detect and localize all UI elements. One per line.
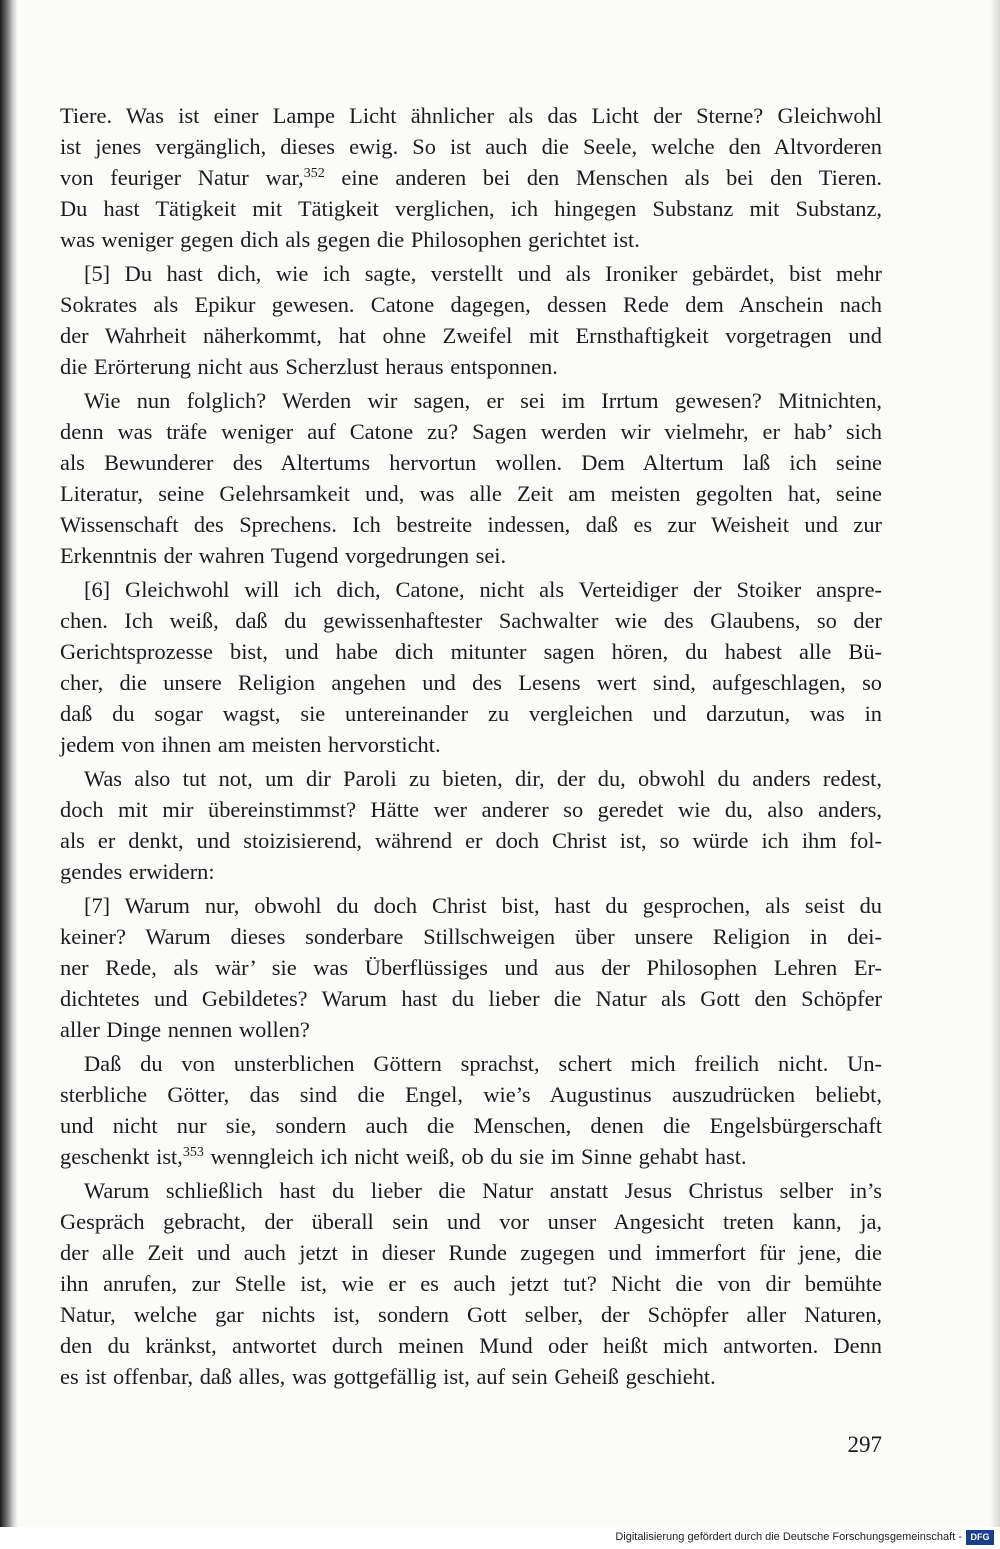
text-line bbox=[60, 856, 882, 887]
text-line bbox=[60, 667, 882, 698]
text-line bbox=[60, 636, 882, 667]
text-segment: als er denkt, und stoizisierend, während er doch Christ ist, so würde ich ihm fol- bbox=[60, 828, 882, 853]
text-line bbox=[60, 1206, 882, 1237]
digitization-footer bbox=[0, 1527, 1000, 1549]
text-segment: geschenkt ist, bbox=[60, 1144, 183, 1169]
text-segment: Gerichtsprozesse bist, und habe dich mitunter sagen hören, du habest alle Bü- bbox=[60, 639, 882, 664]
text-line bbox=[60, 1299, 882, 1330]
text-segment: der Wahrheit näherkommt, hat ohne Zweifel mit Ernsthaftigkeit vorgetragen und bbox=[60, 323, 882, 348]
text-segment: ist jenes vergänglich, dieses ewig. So ist auch die Seele, welche den Altvorderen bbox=[60, 134, 882, 159]
text-line bbox=[60, 447, 882, 478]
text-line bbox=[60, 574, 882, 605]
text-line bbox=[60, 416, 882, 447]
text-line bbox=[60, 351, 882, 382]
text-line bbox=[60, 320, 882, 351]
text-line bbox=[60, 540, 882, 571]
text-line bbox=[60, 193, 882, 224]
text-segment: Was also tut not, um dir Paroli zu bieten, dir, der du, obwohl du anders redest, bbox=[84, 766, 882, 791]
text-segment: Wie nun folglich? Werden wir sagen, er sei im Irrtum gewesen? Mitnichten, bbox=[84, 388, 882, 413]
text-line bbox=[60, 1175, 882, 1206]
text-segment: sterbliche Götter, das sind die Engel, wie’s Augustinus auszudrücken beliebt, bbox=[60, 1082, 882, 1107]
text-line bbox=[60, 952, 882, 983]
paragraph bbox=[60, 100, 882, 255]
text-segment: der alle Zeit und auch jetzt in dieser Runde zugegen und immerfort für jene, die bbox=[60, 1240, 882, 1265]
text-segment: Sokrates als Epikur gewesen. Catone dagegen, dessen Rede dem Anschein nach bbox=[60, 292, 882, 317]
text-segment: als Bewunderer des Altertums hervortun wollen. Dem Altertum laß ich seine bbox=[60, 450, 882, 475]
text-segment: denn was träfe weniger auf Catone zu? Sagen werden wir vielmehr, er hab’ sich bbox=[60, 419, 882, 444]
text-line bbox=[60, 289, 882, 320]
paragraph bbox=[60, 890, 882, 1045]
text-line bbox=[60, 100, 882, 131]
text-line bbox=[60, 1361, 882, 1392]
text-line bbox=[60, 1330, 882, 1361]
text-line bbox=[60, 162, 882, 193]
text-segment: von feuriger Natur war, bbox=[60, 165, 304, 190]
text-segment: Du hast Tätigkeit mit Tätigkeit verglichen, ich hingegen Substanz mit Substanz, bbox=[60, 196, 882, 221]
text-line bbox=[60, 1268, 882, 1299]
paragraph bbox=[60, 385, 882, 571]
paragraph bbox=[60, 1048, 882, 1172]
text-line bbox=[60, 983, 882, 1014]
body-text bbox=[60, 100, 882, 1395]
text-segment: Natur, welche gar nichts ist, sondern Gott selber, der Schöpfer aller Naturen, bbox=[60, 1302, 882, 1327]
text-line bbox=[60, 478, 882, 509]
text-line bbox=[60, 825, 882, 856]
text-line bbox=[60, 1141, 882, 1172]
text-line bbox=[60, 890, 882, 921]
text-segment: wenngleich ich nicht weiß, ob du sie im Sinne gehabt hast. bbox=[203, 1144, 747, 1169]
text-segment: doch mit mir übereinstimmst? Hätte wer anderer so geredet wie du, also anders, bbox=[60, 797, 882, 822]
paragraph bbox=[60, 763, 882, 887]
text-segment: cher, die unsere Religion angehen und des Lesens wert sind, aufgeschlagen, so bbox=[60, 670, 882, 695]
text-segment: Wissenschaft des Sprechens. Ich bestreite indessen, daß es zur Weisheit und zur bbox=[60, 512, 882, 537]
text-line bbox=[60, 224, 882, 255]
text-segment: daß du sogar wagst, sie untereinander zu vergleichen und darzutun, was in bbox=[60, 701, 882, 726]
paragraph bbox=[60, 258, 882, 382]
text-segment: es ist offenbar, daß alles, was gottgefällig ist, auf sein Geheiß geschieht. bbox=[60, 1364, 716, 1389]
text-line bbox=[60, 509, 882, 540]
text-line bbox=[60, 1110, 882, 1141]
footnote-marker: 352 bbox=[303, 166, 325, 181]
text-segment: [5] Du hast dich, wie ich sagte, verstellt und als Ironiker gebärdet, bist mehr bbox=[84, 261, 882, 286]
text-segment: keiner? Warum dieses sonderbare Stillschweigen über unsere Religion in dei- bbox=[60, 924, 882, 949]
footnote-marker: 353 bbox=[182, 1145, 204, 1160]
text-line bbox=[60, 729, 882, 760]
text-segment: was weniger gegen dich als gegen die Philosophen gerichtet ist. bbox=[60, 227, 640, 252]
text-line bbox=[60, 763, 882, 794]
text-line bbox=[60, 385, 882, 416]
text-segment: die Erörterung nicht aus Scherzlust heraus entsponnen. bbox=[60, 354, 558, 379]
text-segment: den du kränkst, antwortet durch meinen Mund oder heißt mich antworten. Denn bbox=[60, 1333, 882, 1358]
text-segment: ihn anrufen, zur Stelle ist, wie er es auch jetzt tut? Nicht die von dir bemühte bbox=[60, 1271, 882, 1296]
paragraph bbox=[60, 574, 882, 760]
text-line bbox=[60, 1237, 882, 1268]
text-segment: Daß du von unsterblichen Göttern sprachst, schert mich freilich nicht. Un- bbox=[84, 1051, 882, 1076]
text-line bbox=[60, 1014, 882, 1045]
text-line bbox=[60, 1048, 882, 1079]
text-segment: und nicht nur sie, sondern auch die Menschen, denen die Engelsbürgerschaft bbox=[60, 1113, 882, 1138]
text-line bbox=[60, 698, 882, 729]
text-line bbox=[60, 921, 882, 952]
text-segment: chen. Ich weiß, daß du gewissenhaftester Sachwalter wie des Glaubens, so der bbox=[60, 608, 882, 633]
text-segment: Literatur, seine Gelehrsamkeit und, was alle Zeit am meisten gegolten hat, seine bbox=[60, 481, 882, 506]
text-segment: aller Dinge nennen wollen? bbox=[60, 1017, 310, 1042]
text-segment: jedem von ihnen am meisten hervorsticht. bbox=[60, 732, 441, 757]
dfg-logo: DFG bbox=[966, 1530, 994, 1545]
text-segment: ner Rede, als wär’ sie was Überflüssiges und aus der Philosophen Lehren Er- bbox=[60, 955, 882, 980]
text-segment: gendes erwidern: bbox=[60, 859, 215, 884]
spine-shadow bbox=[0, 0, 18, 1527]
text-line bbox=[60, 794, 882, 825]
text-segment: Gespräch gebracht, der überall sein und vor unser Angesicht treten kann, ja, bbox=[60, 1209, 882, 1234]
text-segment: Warum schließlich hast du lieber die Natur anstatt Jesus Christus selber in’s bbox=[84, 1178, 882, 1203]
text-segment: [7] Warum nur, obwohl du doch Christ bist, hast du gesprochen, als seist du bbox=[84, 893, 882, 918]
text-line bbox=[60, 131, 882, 162]
paragraph bbox=[60, 1175, 882, 1392]
text-segment: [6] Gleichwohl will ich dich, Catone, nicht als Verteidiger der Stoiker anspre- bbox=[84, 577, 882, 602]
footer-credit: Digitalisierung gefördert durch die Deutsche Forschungsgemeinschaft - bbox=[615, 1531, 962, 1543]
text-line bbox=[60, 258, 882, 289]
page-edge bbox=[990, 0, 1000, 1527]
text-line bbox=[60, 605, 882, 636]
text-line bbox=[60, 1079, 882, 1110]
text-segment: eine anderen bei den Menschen als bei den Tieren. bbox=[324, 165, 882, 190]
text-segment: Tiere. Was ist einer Lampe Licht ähnlicher als das Licht der Sterne? Gleichwohl bbox=[60, 103, 882, 128]
text-segment: dichtetes und Gebildetes? Warum hast du lieber die Natur als Gott den Schöpfer bbox=[60, 986, 882, 1011]
page-number: 297 bbox=[847, 1432, 882, 1457]
text-segment: Erkenntnis der wahren Tugend vorgedrungen sei. bbox=[60, 543, 507, 568]
